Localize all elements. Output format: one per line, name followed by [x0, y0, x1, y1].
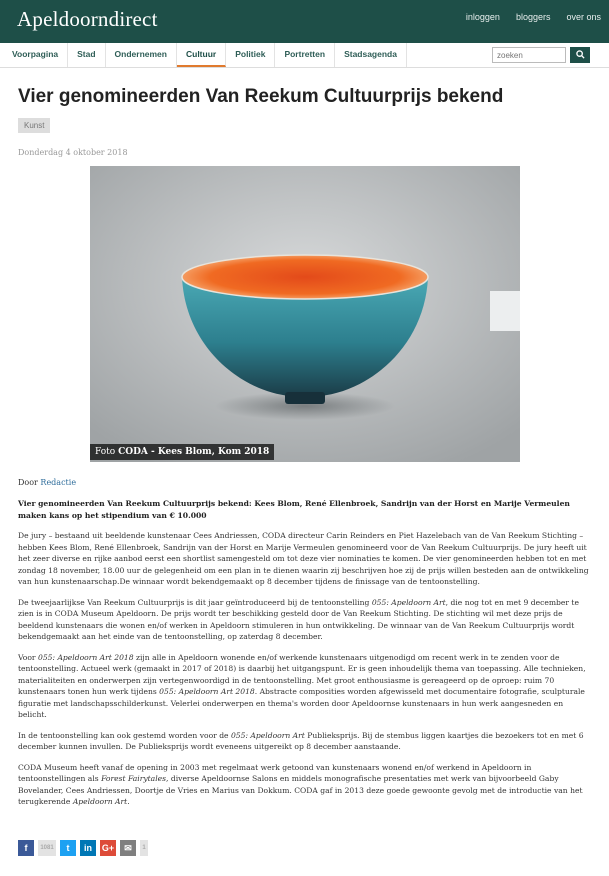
bloggers-link[interactable]: bloggers [515, 12, 551, 22]
bowl-image [90, 166, 520, 462]
login-link[interactable]: inloggen [465, 12, 500, 22]
paragraph-5: CODA Museum heeft vanaf de opening in 2003 met regelmaat werk getoond van kunstenaars wonend en/of werkend in Apeldoorn in tentoonstellingen als Forest Fairytales, diverse Apeldoornse Salons en middels monografische presentaties met werk van bijvoorbeeld Gaby Bovelander, Cees Andriessen, Doortje de Vries en Marius van Dokkum. CODA gaf in 2013 deze goede gewoonte gevolg met de introductie van het terugkerende Apeldoorn Art. [18, 762, 583, 806]
byline-prefix: Door [18, 478, 41, 487]
photo-caption [90, 444, 274, 460]
caption-prefix: Foto [95, 447, 119, 457]
byline [18, 478, 76, 487]
paragraph-2: De tweejaarlijkse Van Reekum Cultuurprijs is dit jaar geïntroduceerd bij de tentoonstelling 055: Apeldoorn Art, die nog tot en met 9 december te zien is in CODA Museum Apeldoorn. De prijs wordt ter beschikking gesteld door de Van Reekum Stichting. De stichting wil met deze prijs de beeldend kunstenaars die wonen en/of werken in Apeldoorn stimuleren in hun ontwikkeling. De winnaar van de Van Reekum Cultuurprijs wordt bekendgemaakt aan het einde van de tentoonstelling, op zaterdag 8 december. [18, 597, 579, 641]
article-body [18, 498, 590, 817]
email-icon[interactable]: ✉ [120, 840, 136, 856]
share-bar [18, 840, 148, 856]
paragraph-3: Voor 055: Apeldoorn Art 2018 zijn alle in Apeldoorn wonende en/of werkende kunstenaars uitgenodigd om recent werk in te zenden voor de tentoonstelling. Actueel werk (gemaakt in 2017 of 2018) is daarbij het uitgangspunt. Er is geen inhoudelijk thema van toepassing. Alle technieken, materialiteiten en onderwerpen zijn vertegenwoordigd in de tentoonstelling. Met groot enthousiasme is gereageerd op de oproep: ruim 70 kunstenaars tonen hun werk tijdens 055: Apeldoorn Art 2018. Abstracte composities worden afgewisseld met documentaire fotografie, sculpturale figuratie met landschapsschilderkunst. Velerlei onderwerpen en thema's worden door Apeldoornse kunstenaars in hun werk aangesneden en belicht. [18, 652, 586, 719]
facebook-icon[interactable]: f [18, 840, 34, 856]
nav-portretten[interactable]: Portretten [275, 43, 335, 67]
nav-stadsagenda[interactable]: Stadsagenda [335, 43, 407, 67]
nav-stad[interactable]: Stad [68, 43, 105, 67]
email-count: 1 [140, 840, 148, 856]
article-date: Donderdag 4 oktober 2018 [18, 148, 128, 157]
search-button[interactable] [570, 47, 590, 63]
facebook-count: 1081 [38, 840, 56, 856]
article-title: Vier genomineerden Van Reekum Cultuurprijs bekend [18, 86, 504, 107]
nav-ondernemen[interactable]: Ondernemen [106, 43, 177, 67]
category-tag[interactable]: Kunst [18, 118, 50, 133]
caption-text: CODA - Kees Blom, Kom 2018 [118, 447, 270, 457]
site-logo[interactable]: Apeldoorndirect [17, 7, 158, 31]
twitter-icon[interactable]: t [60, 840, 76, 856]
search-icon [576, 50, 585, 59]
author-link[interactable]: Redactie [40, 478, 77, 487]
paragraph-1: De jury – bestaand uit beeldende kunstenaar Cees Andriessen, CODA directeur Carin Reinders en Piet Hazelebach van de Van Reekum Stichting – hebben Kees Blom, René Ellenbroek, Sandrijn van der Horst en Marije Vermeulen genomineerd voor de Van Reekum Cultuurprijs. De jury heeft uit het zeer diverse en rijke aanbod eerst een shortlist samengesteld om tot deze vier nominaties te komen. De vier genomineerden hebben tot en met zondag 18 november, 18.00 uur de gelegenheid om een plan in te dienen waarin zij beschrijven hoe zij de prijs willen besteden aan de ontwikkeling van hun kunstenaarschap.De winnaar wordt bekendgemaakt op 8 december tijdens de finissage van de tentoonstelling. [18, 531, 589, 586]
nav-politiek[interactable]: Politiek [226, 43, 275, 67]
about-link[interactable]: over ons [566, 12, 601, 22]
site-header [0, 0, 609, 43]
top-links [466, 12, 601, 22]
googleplus-icon[interactable]: G+ [100, 840, 116, 856]
article-lead: Vier genomineerden Van Reekum Cultuurprijs bekend: Kees Blom, René Ellenbroek, Sandrijn van der Horst en Marije Vermeulen maken kans op het stipendium van € 10.000 [18, 499, 570, 520]
article-photo [90, 166, 520, 462]
paragraph-4: In de tentoonstelling kan ook gestemd worden voor de 055: Apeldoorn Art Publieksprijs. Bij de stembus liggen kaartjes die bezoekers tot en met 6 december kunnen invullen. De Publieksprijs wordt eveneens uitgereikt op 8 december aanstaande. [18, 730, 584, 751]
nav-voorpagina[interactable]: Voorpagina [3, 43, 68, 67]
search-input[interactable] [492, 47, 566, 63]
linkedin-icon[interactable]: in [80, 840, 96, 856]
nav-cultuur[interactable]: Cultuur [177, 43, 226, 67]
